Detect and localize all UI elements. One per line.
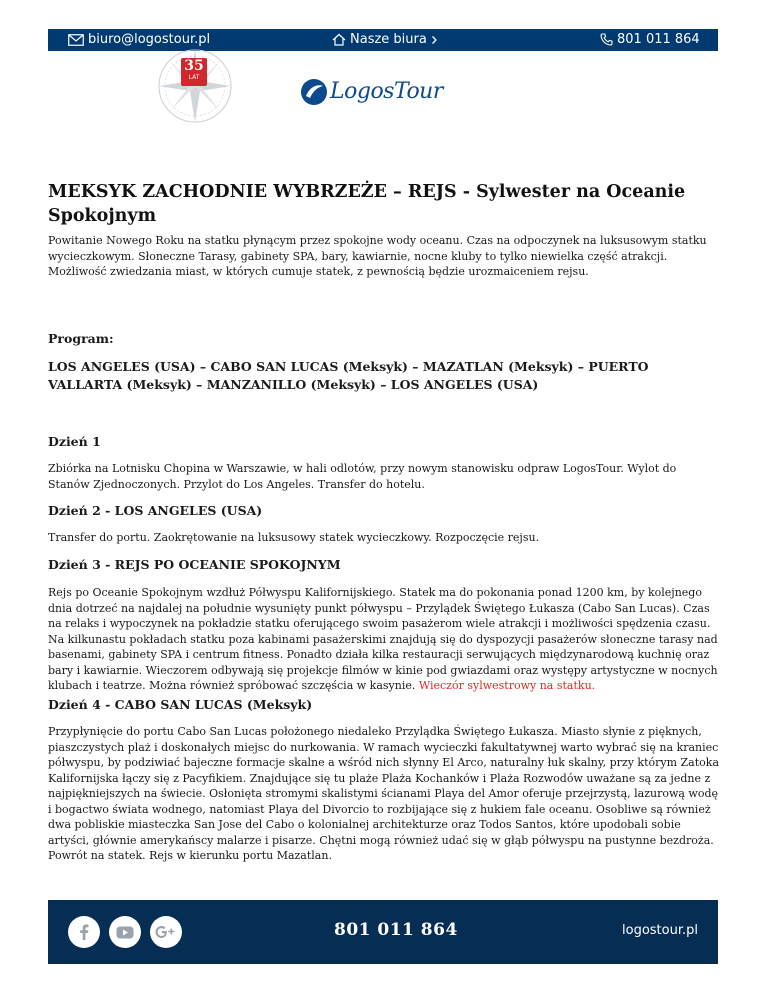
chevron-right-icon	[431, 35, 438, 45]
main-content	[48, 180, 720, 228]
phone-icon	[600, 33, 613, 46]
day-section	[48, 556, 720, 573]
envelope-icon	[68, 34, 84, 46]
email-text: biuro@logostour.pl	[88, 32, 211, 47]
day-title: Dzień 1	[48, 434, 101, 449]
brand-emblem-icon	[300, 78, 328, 106]
logo-area	[150, 48, 443, 138]
day-section	[48, 433, 720, 450]
facebook-button[interactable]	[68, 916, 100, 948]
email-link[interactable]	[68, 32, 210, 47]
footer-phone[interactable]: 801 011 864	[334, 920, 458, 940]
badge-text: LAT	[188, 74, 200, 81]
day-title: Dzień 2 - LOS ANGELES (USA)	[48, 503, 263, 518]
offices-text: Nasze biura	[350, 32, 427, 47]
day-text: Zbiórka na Lotnisku Chopina w Warszawie, w hali odlotów, przy nowym stanowisku odpraw LogosTour. Wylot do Stanów Zjednoczonych. Przylot do Los Angeles. Transfer do hotelu.	[48, 462, 677, 491]
phone-link[interactable]	[600, 32, 700, 47]
day-text: Przypłynięcie do portu Cabo San Lucas położonego niedaleko Przylądka Świętego Łukasza. Miasto słynie z pięknych, piaszczystych plaż i doskonałych miejsc do nurkowania. W ramach wycieczki fakultatywnej warto wybrać się na kraniec półwyspu, by podziwiać bajeczne formacje skalne a wśród nich słynny El Arco, naturalny łuk skalny, przy którym Zatoka Kalifornijska łączy się z Pacyfikiem. Znajdujące się tu plaże Plaża Kochanków i Plaża Rozwodów uważane są za jedne z najpiękniejszych na świecie. Osłonięta stromymi skalistymi ścianami Playa del Amor oferuje przejrzystą, lazurową wodę i bogactwo świata wodnego, natomiast Playa del Divorcio to rozbijające się z hukiem fale oceanu. Osobliwe są również dwa pobliskie miasteczka San Jose del Cabo o kolonialnej architekturze oraz Todos Santos, które upodobali sobie artyści, głównie amerykańscy malarze i pisarze. Chętni mogą również udać się w głąb półwyspu na pustynne bezdroża. Powrót na statek. Rejs w kierunku portu Mazatlan.	[48, 725, 720, 862]
facebook-icon	[78, 924, 90, 940]
footer	[48, 900, 718, 964]
program-route: LOS ANGELES (USA) – CABO SAN LUCAS (Meksyk) – MAZATLAN (Meksyk) – PUERTO VALLARTA (Meksyk) – MANZANILLO (Meksyk) – LOS ANGELES (USA)	[48, 359, 649, 392]
phone-text: 801 011 864	[617, 32, 700, 47]
google-plus-button[interactable]	[150, 916, 182, 948]
day-section	[48, 502, 720, 519]
intro-text: Powitanie Nowego Roku na statku płynącym przez spokojne wody oceanu. Czas na odpoczynek na luksusowym statku wycieczkowym. Słoneczne Tarasy, gabinety SPA, bary, kawiarnie, nocne kluby to tylko niewielka część atrakcji. Możliwość zwiedzania miast, w których cumuje statek, z pewnością będzie urozmaiceniem rejsu.	[48, 234, 707, 278]
highlight-text: Wieczór sylwestrowy na statku.	[418, 679, 596, 692]
anniversary-badge	[181, 58, 207, 86]
youtube-button[interactable]	[109, 916, 141, 948]
day-text	[48, 585, 720, 694]
youtube-icon	[116, 926, 134, 939]
brand-name: LogosTour	[330, 79, 443, 104]
day-text-body: Rejs po Oceanie Spokojnym wzdłuż Półwyspu Kalifornijskiego. Statek ma do pokonania ponad 1200 km, by kolejnego dnia dotrzeć na najdalej na południe wysunięty punkt półwyspu – Przylądek Świętego Łukasza (Cabo San Lucas). Czas na relaks i wypoczynek na pokładzie statku oferującego swoim pasażerom wiele atrakcji i możliwości spędzenia czasu. Na kilkunastu pokładach statku poza kabinami pasażerskimi znajdują się do dyspozycji pasażerów słoneczne tarasy nad basenami, gabinety SPA i centrum fitness. Ponadto działa kilka restauracji serwujących międzynarodową kuchnię oraz bary i kawiarnie. Wieczorem odbywają się projekcje filmów w kinie pod gwiazdami oraz występy artystyczne w nocnych klubach i teatrze. Można również spróbować szczęścia w kasynie.	[48, 586, 718, 692]
page-title: MEKSYK ZACHODNIE WYBRZEŻE – REJS - Sylwester na Oceanie Spokojnym	[48, 182, 686, 226]
day-text: Transfer do portu. Zaokrętowanie na luksusowy statek wycieczkowy. Rozpoczęcie rejsu.	[48, 531, 540, 544]
badge-number: 35	[184, 58, 204, 74]
home-icon	[332, 33, 346, 46]
program-heading: Program:	[48, 331, 114, 346]
google-plus-icon	[155, 925, 177, 939]
day-title: Dzień 3 - REJS PO OCEANIE SPOKOJNYM	[48, 557, 341, 572]
footer-site-link[interactable]: logostour.pl	[622, 923, 698, 938]
offices-link[interactable]	[332, 32, 438, 47]
day-title: Dzień 4 - CABO SAN LUCAS (Meksyk)	[48, 697, 313, 712]
day-section	[48, 696, 720, 713]
